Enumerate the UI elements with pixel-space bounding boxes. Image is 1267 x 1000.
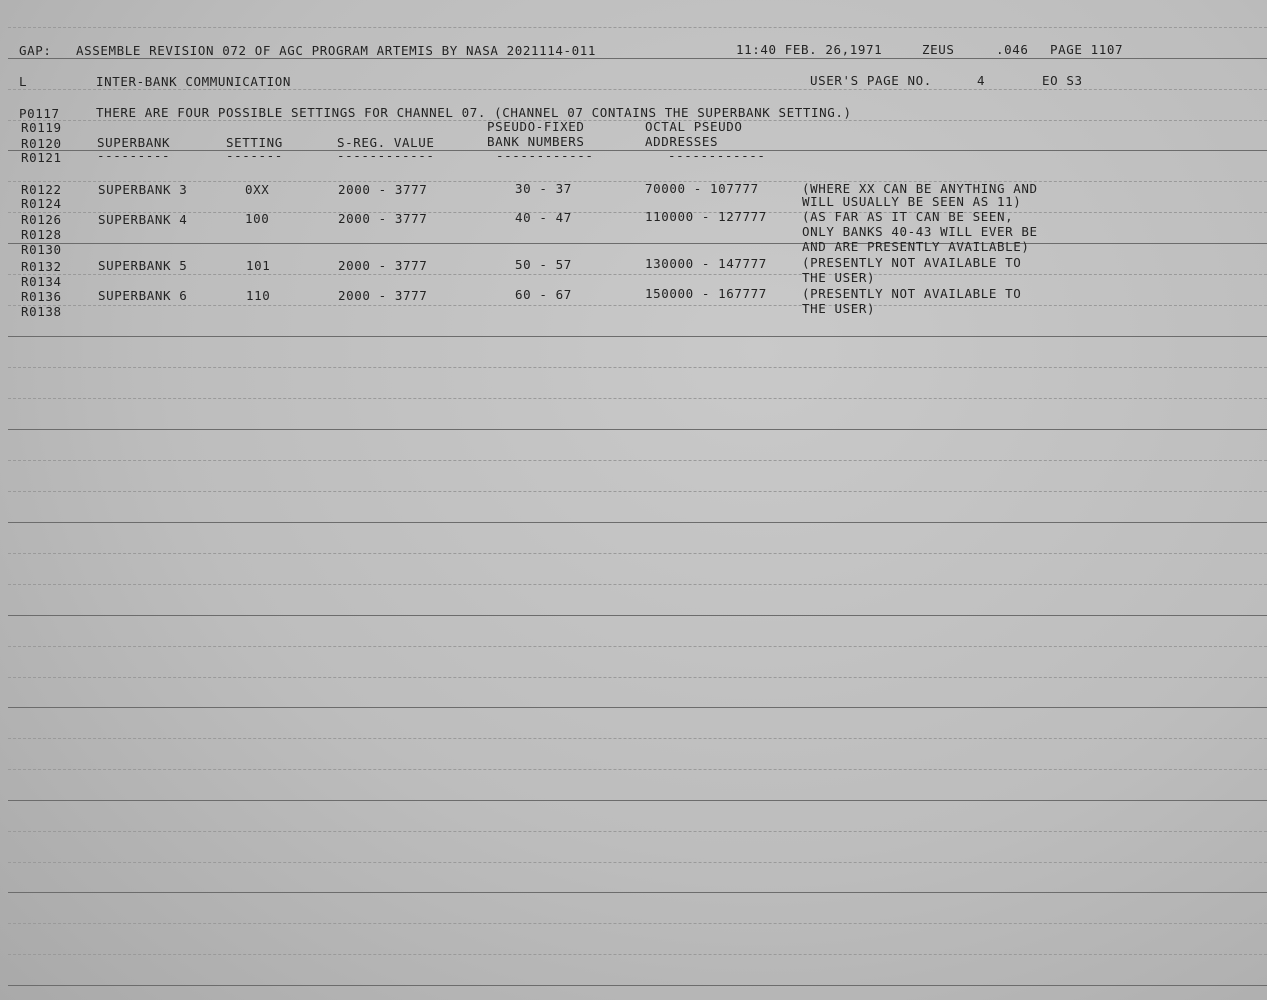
row-note: THE USER) xyxy=(802,301,876,316)
row-note: (PRESENTLY NOT AVAILABLE TO xyxy=(802,255,1022,270)
row-note: WILL USUALLY BE SEEN AS 11) xyxy=(802,194,1022,209)
rule-line xyxy=(8,892,1267,893)
rule-line xyxy=(8,120,1267,121)
rule-line xyxy=(8,985,1267,986)
col-header-bank-numbers: BANK NUMBERS xyxy=(487,134,585,149)
rule-line xyxy=(8,769,1267,770)
row-note: THE USER) xyxy=(802,270,876,285)
rule-line xyxy=(8,800,1267,801)
row-addresses: 150000 - 167777 xyxy=(645,286,767,301)
col-header-sreg: S-REG. VALUE xyxy=(337,135,435,150)
row-superbank: SUPERBANK 5 xyxy=(98,258,188,273)
row-note: ONLY BANKS 40-43 WILL EVER BE xyxy=(802,224,1038,239)
line-label: R0138 xyxy=(21,304,62,319)
rule-line xyxy=(8,243,1267,244)
rule-line xyxy=(8,336,1267,337)
code: .046 xyxy=(996,42,1029,57)
row-sreg: 2000 - 3777 xyxy=(338,258,428,273)
line-label: P0117 xyxy=(19,106,60,121)
rule-line xyxy=(8,150,1267,151)
rule-line xyxy=(8,305,1267,306)
row-setting: 101 xyxy=(246,258,271,273)
col-header-addresses: ADDRESSES xyxy=(645,134,719,149)
col-underline: --------- xyxy=(97,148,171,163)
rule-line xyxy=(8,58,1267,59)
line-label: R0119 xyxy=(21,120,62,135)
row-note: (PRESENTLY NOT AVAILABLE TO xyxy=(802,286,1022,301)
gap-label: GAP: xyxy=(19,43,52,58)
rule-line xyxy=(8,831,1267,832)
row-sreg: 2000 - 3777 xyxy=(338,288,428,303)
rule-line xyxy=(8,398,1267,399)
users-page-label: USER'S PAGE NO. xyxy=(810,73,932,88)
col-header-superbank: SUPERBANK xyxy=(97,135,171,150)
col-underline: ------- xyxy=(226,148,283,163)
row-superbank: SUPERBANK 4 xyxy=(98,212,188,227)
rule-line xyxy=(8,491,1267,492)
rule-line xyxy=(8,89,1267,90)
row-banks: 50 - 57 xyxy=(515,257,572,272)
rule-line xyxy=(8,646,1267,647)
line-label: R0124 xyxy=(21,196,62,211)
rule-line xyxy=(8,274,1267,275)
rule-line xyxy=(8,212,1267,213)
line-label: R0132 xyxy=(21,259,62,274)
rule-line xyxy=(8,181,1267,182)
col-header-pseudo-fixed: PSEUDO-FIXED xyxy=(487,119,585,134)
rule-line xyxy=(8,923,1267,924)
col-header-setting: SETTING xyxy=(226,135,283,150)
line-label: R0122 xyxy=(21,182,62,197)
rule-line xyxy=(8,615,1267,616)
row-setting: 100 xyxy=(245,211,270,226)
rule-line xyxy=(8,954,1267,955)
col-header-octal-pseudo: OCTAL PSEUDO xyxy=(645,119,743,134)
eo-code: EO S3 xyxy=(1042,73,1083,88)
rule-line xyxy=(8,738,1267,739)
row-sreg: 2000 - 3777 xyxy=(338,182,428,197)
line-label: R0130 xyxy=(21,242,62,257)
row-note: (AS FAR AS IT CAN BE SEEN, xyxy=(802,209,1014,224)
row-banks: 30 - 37 xyxy=(515,181,572,196)
assemble-title: ASSEMBLE REVISION 072 OF AGC PROGRAM ARTEMIS BY NASA 2021114-011 xyxy=(76,43,597,58)
rule-line xyxy=(8,367,1267,368)
timestamp: 11:40 FEB. 26,1971 xyxy=(736,42,883,57)
line-label: R0134 xyxy=(21,274,62,289)
row-superbank: SUPERBANK 6 xyxy=(98,288,188,303)
col-underline: ------------ xyxy=(496,148,594,163)
line-label: R0120 xyxy=(21,136,62,151)
row-addresses: 110000 - 127777 xyxy=(645,209,767,224)
page-number: PAGE 1107 xyxy=(1050,42,1124,57)
col-underline: ------------ xyxy=(668,148,766,163)
users-page-number: 4 xyxy=(977,73,986,88)
rule-line xyxy=(8,707,1267,708)
row-addresses: 130000 - 147777 xyxy=(645,256,767,271)
system-name: ZEUS xyxy=(922,42,955,57)
section-title: INTER-BANK COMMUNICATION xyxy=(96,74,292,89)
col-underline: ------------ xyxy=(337,148,435,163)
line-label: R0121 xyxy=(21,150,62,165)
rule-line xyxy=(8,584,1267,585)
rule-line xyxy=(8,460,1267,461)
rule-line xyxy=(8,522,1267,523)
line-label: R0128 xyxy=(21,227,62,242)
row-note: AND ARE PRESENTLY AVAILABLE) xyxy=(802,239,1030,254)
rule-line xyxy=(8,553,1267,554)
rule-line xyxy=(8,862,1267,863)
row-sreg: 2000 - 3777 xyxy=(338,211,428,226)
row-addresses: 70000 - 107777 xyxy=(645,181,759,196)
rule-line xyxy=(8,27,1267,28)
row-superbank: SUPERBANK 3 xyxy=(98,182,188,197)
intro-text: THERE ARE FOUR POSSIBLE SETTINGS FOR CHANNEL 07. (CHANNEL 07 CONTAINS THE SUPERBANK SETTING.) xyxy=(96,105,852,120)
line-label: R0136 xyxy=(21,289,62,304)
row-setting: 0XX xyxy=(245,182,270,197)
line-label: R0126 xyxy=(21,212,62,227)
row-banks: 40 - 47 xyxy=(515,210,572,225)
rule-line xyxy=(8,429,1267,430)
rule-line xyxy=(8,677,1267,678)
row-note: (WHERE XX CAN BE ANYTHING AND xyxy=(802,181,1038,196)
margin-mark: L xyxy=(19,74,28,89)
row-banks: 60 - 67 xyxy=(515,287,572,302)
row-setting: 110 xyxy=(246,288,271,303)
